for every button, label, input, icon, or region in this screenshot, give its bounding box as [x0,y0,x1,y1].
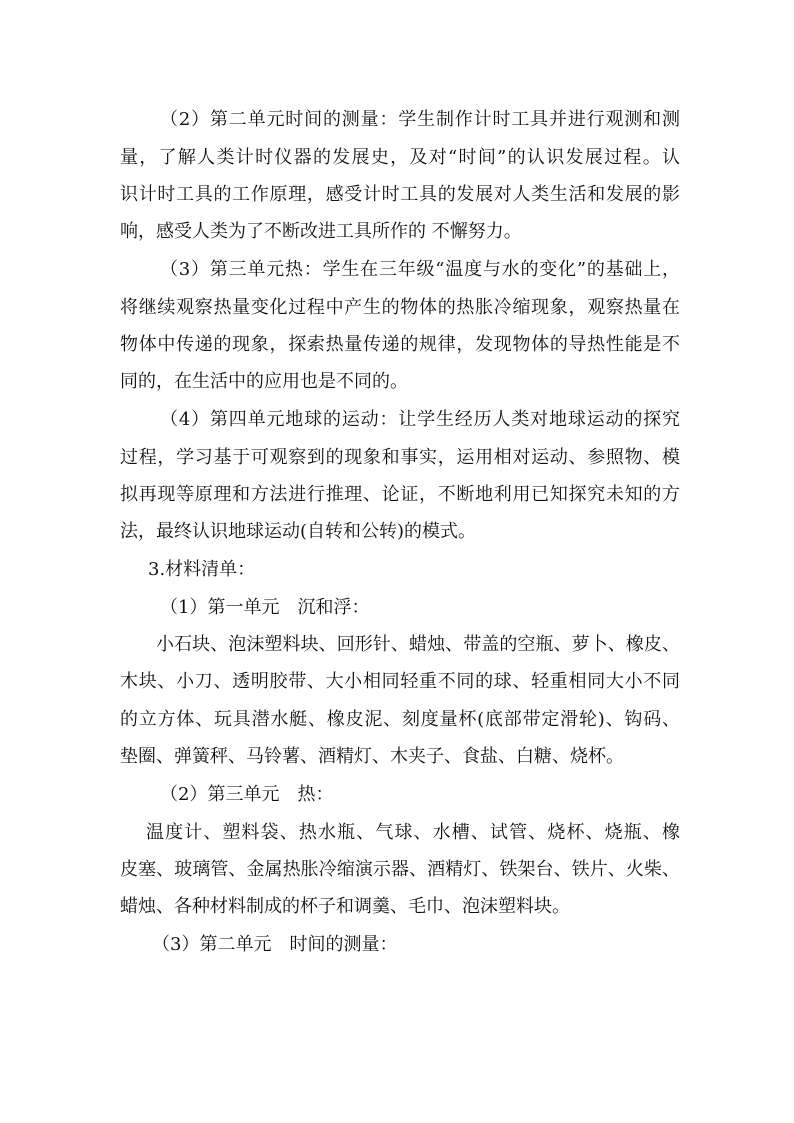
paragraph-3-line-2: 过程，学习基于可观察到的现象和事实，运用相对运动、参照物、模 [120,447,680,468]
paragraph-3-line-3: 拟再现等原理和方法进行推理、论证，不断地利用已知探究未知的方 [120,484,680,505]
paragraph-2-line-2: 将继续观察热量变化过程中产生的物体的热胀冷缩现象，观察热量在 [120,297,680,318]
section-heading-materials: 3.材料清单： [148,559,256,580]
unit-1-materials-line-1: 小石块、泡沫塑料块、回形针、蜡烛、带盖的空瓶、萝卜、橡皮、 [156,634,680,655]
paragraph-1-line-1: （2）第二单元时间的测量：学生制作计时工具并进行观测和测 [160,109,680,130]
paragraph-1-line-3: 识计时工具的工作原理，感受计时工具的发展对人类生活和发展的影 [120,184,680,205]
paragraph-2-line-1: （3）第三单元热：学生在三年级“温度与水的变化”的基础上， [160,259,680,280]
unit-3-materials-line-2: 皮塞、玻璃管、金属热胀冷缩演示器、酒精灯、铁架台、铁片、火柴、 [120,859,680,880]
paragraph-2-line-4: 同的，在生活中的应用也是不同的。 [120,371,408,392]
paragraph-1-line-2: 量，了解人类计时仪器的发展史，及对“时间”的认识发展过程。认 [120,147,680,168]
unit-1-materials-line-3: 的立方体、玩具潜水艇、橡皮泥、刻度量杯(底部带定滑轮)、钩码、 [120,709,680,730]
unit-3-materials-line-3: 蜡烛、各种材料制成的杯子和调羹、毛巾、泡沫塑料块。 [120,896,570,917]
unit-3-heading: （2）第三单元 热： [160,784,334,805]
paragraph-3-line-4: 法，最终认识地球运动(自转和公转)的模式。 [120,521,477,542]
unit-2-heading: （3）第二单元 时间的测量： [152,934,398,955]
unit-1-materials-line-4: 垫圈、弹簧秤、马铃薯、酒精灯、木夹子、食盐、白糖、烧杯。 [120,746,624,767]
unit-1-materials-line-2: 木块、小刀、透明胶带、大小相同轻重不同的球、轻重相同大小不同 [120,671,680,692]
paragraph-2-line-3: 物体中传递的现象，探索热量传递的规律，发现物体的导热性能是不 [120,334,680,355]
unit-1-heading: （1）第一单元 沉和浮： [160,597,370,618]
paragraph-1-line-4: 响，感受人类为了不断改进工具所作的 不懈努力。 [120,221,522,242]
unit-3-materials-line-1: 温度计、塑料袋、热水瓶、气球、水槽、试管、烧杯、烧瓶、橡 [146,822,680,843]
paragraph-3-line-1: （4）第四单元地球的运动：让学生经历人类对地球运动的探究 [160,409,680,430]
